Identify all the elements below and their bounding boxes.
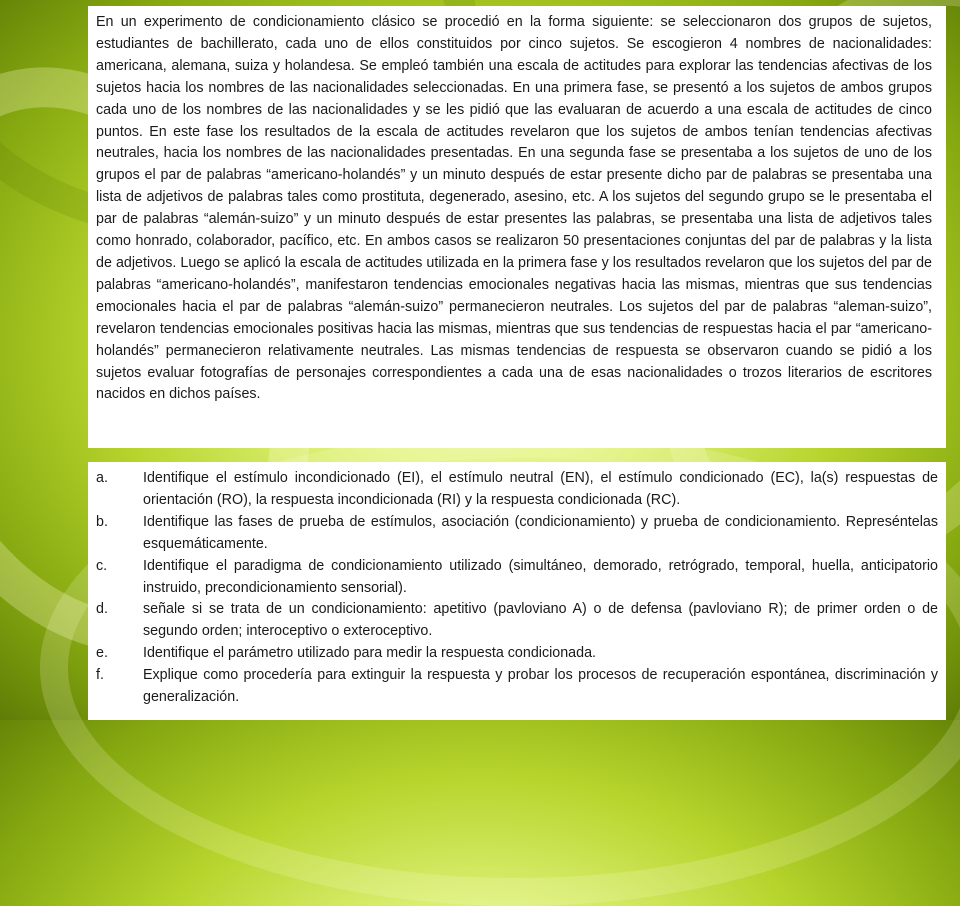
question-item [96, 665, 938, 709]
question-text: Identifique el estímulo incondicionado (EI), el estímulo neutral (EN), el estímulo condicionado (EC), la(s) respuestas de orientación (RO), la respuesta incondicionada (RI) y la respuesta condicionada (RC). [143, 470, 938, 508]
passage-panel [88, 6, 946, 448]
question-letter: a. [96, 470, 108, 486]
question-letter: d. [96, 601, 108, 618]
question-letter: c. [96, 557, 108, 574]
question-text: Explique como procedería para extinguir la respuesta y probar los procesos de recuperación espontánea, discriminación y generalización. [143, 667, 938, 706]
question-item [96, 643, 938, 665]
question-letter: f. [96, 667, 104, 684]
question-item [96, 512, 938, 556]
question-item [96, 468, 938, 512]
question-text: señale si se trata de un condicionamiento: apetitivo (pavloviano A) o de defensa (pavloviano R); de primer orden o de segundo orden; interoceptivo o exteroceptivo. [143, 601, 938, 640]
question-item [96, 599, 938, 643]
questions-panel [88, 462, 946, 720]
question-letter: e. [96, 645, 108, 662]
question-item [96, 556, 938, 600]
question-text: Identifique el paradigma de condicionamiento utilizado (simultáneo, demorado, retrógrado, temporal, huella, anticipatorio instruido, precondicionamiento sensorial). [143, 557, 938, 596]
question-text: Identifique las fases de prueba de estímulos, asociación (condicionamiento) y prueba de condicionamiento. Represéntelas esquemáticamente. [143, 513, 938, 552]
passage-text: En un experimento de condicionamiento clásico se procedió en la forma siguiente: se seleccionaron dos grupos de sujetos, estudiantes de bachillerato, cada uno de ellos constituidos por cinco sujetos. Se escogieron 4 nombres de nacionalidades: americana, alemana, suiza y holandesa. Se empleó también una escala de actitudes para explorar las tendencias afectivas de los sujetos hacia los nombres de las nacionalidades seleccionadas. En una primera fase, se presentó a los sujetos de ambos grupos cada uno de los nombres de las nacionalidades y se les pidió que las evaluaran de acuerdo a una escala de actitudes de cinco puntos. En este fase los resultados de la escala de actitudes revelaron que los sujetos de ambos tenían tendencias afectivas neutrales, hacia los nombres de las nacionalidades presentadas. En una segunda fase se presentaba a los sujetos de uno de los grupos el par de palabras “americano-holandés” y un minuto después de estar presente dicho par de palabras se presentaba una lista de adjetivos de palabras tales como prostituta, degenerado, asesino, etc. A los sujetos del segundo grupo se le presentaba el par de palabras “alemán-suizo” y un minuto después de estar presentes las palabras, se presentaba una lista de adjetivos tales como honrado, colaborador, pacífico, etc. En ambos casos se realizaron 50 presentaciones conjuntas del par de palabras y la lista de adjetivos. Luego se aplicó la escala de actitudes utilizada en la primera fase y los resultados revelaron que los sujetos del par de palabras “americano-holandés”, manifestaron tendencias emocionales negativas hacia las mismas, mientras que sus tendencias emocionales hacia el par de palabras “alemán-suizo” permanecieron neutrales. Los sujetos del par de palabras “aleman-suizo”, revelaron tendencias emocionales positivas hacia las mismas, mientras que sus tendencias de respuestas hacia el par “americano-holandés” permanecieron relativamente neutrales. Las mismas tendencias de respuesta se observaron cuando se pidió a los sujetos evaluar fotografías de personajes correspondientes a cada una de esas nacionalidades o trozos literarios de escritores nacidos en dichos países. [96, 14, 932, 403]
question-text: Identifique el parámetro utilizado para medir la respuesta condicionada. [143, 645, 597, 662]
question-letter: b. [96, 513, 108, 530]
questions-list [88, 462, 946, 709]
